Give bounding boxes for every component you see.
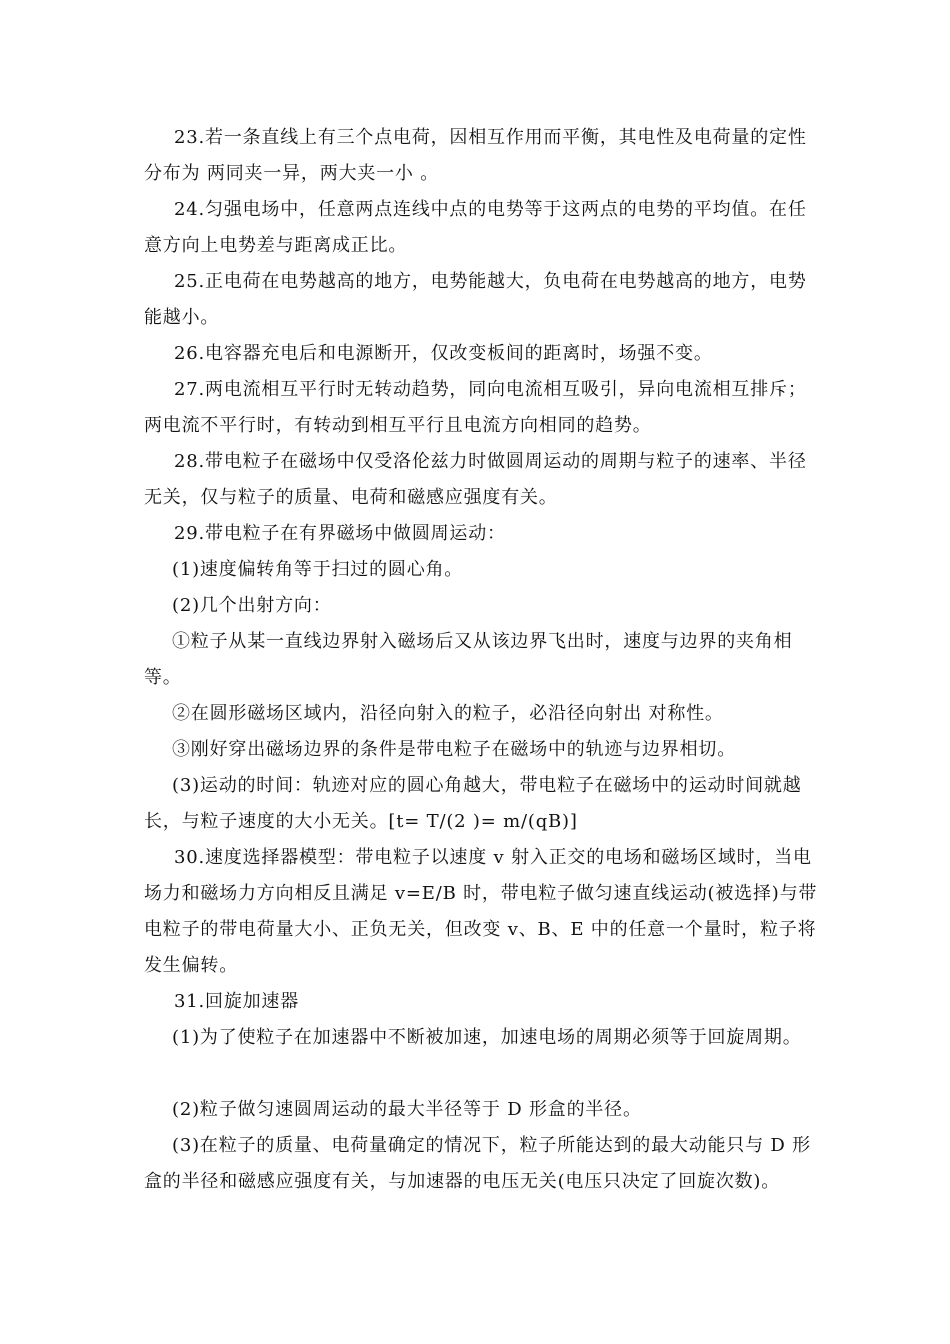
paragraph-24: 24.匀强电场中，任意两点连线中点的电势等于这两点的电势的平均值。在任意方向上电势差与距离成正比。 (144, 199, 807, 256)
paragraph-29-2a: ①粒子从某一直线边界射入磁场后又从该边界飞出时，速度与边界的夹角相等。 (144, 631, 793, 688)
paragraph-30: 30.速度选择器模型：带电粒子以速度 v 射入正交的电场和磁场区域时，当电场力和磁场力方向相反且满足 v=E/B 时，带电粒子做匀速直线运动(被选择)与带电粒子的带电荷量大小、正负无关，但改变 v、B、E 中的任意一个量时，粒子将发生偏转。 (144, 847, 818, 976)
paragraph-31-2: (2)粒子做匀速圆周运动的最大半径等于 D 形盒的半径。 (172, 1099, 642, 1120)
paragraph-25: 25.正电荷在电势越高的地方，电势能越大，负电荷在电势越高的地方，电势能越小。 (144, 271, 807, 328)
paragraph-29-2c: ③刚好穿出磁场边界的条件是带电粒子在磁场中的轨迹与边界相切。 (172, 739, 736, 760)
document-body (144, 120, 824, 1200)
paragraph-28: 28.带电粒子在磁场中仅受洛伦兹力时做圆周运动的周期与粒子的速率、半径无关，仅与粒子的质量、电荷和磁感应强度有关。 (144, 451, 807, 508)
paragraph-29-1: (1)速度偏转角等于扫过的圆心角。 (172, 559, 464, 580)
paragraph-29-3: (3)运动的时间：轨迹对应的圆心角越大，带电粒子在磁场中的运动时间就越长，与粒子速度的大小无关。[t= T/(2 )= m/(qB)] (144, 775, 802, 832)
paragraph-31-3: (3)在粒子的质量、电荷量确定的情况下，粒子所能达到的最大动能只与 D 形盒的半径和磁感应强度有关，与加速器的电压无关(电压只决定了回旋次数)。 (144, 1135, 811, 1192)
paragraph-26: 26.电容器充电后和电源断开，仅改变板间的距离时，场强不变。 (174, 343, 713, 364)
paragraph-31: 31.回旋加速器 (174, 991, 300, 1012)
paragraph-gap (144, 1056, 824, 1092)
paragraph-31-1: (1)为了使粒子在加速器中不断被加速，加速电场的周期必须等于回旋周期。 (172, 1027, 802, 1048)
paragraph-29: 29.带电粒子在有界磁场中做圆周运动： (174, 523, 506, 544)
paragraph-27: 27.两电流相互平行时无转动趋势，同向电流相互吸引，异向电流相互排斥；两电流不平行时，有转动到相互平行且电流方向相同的趋势。 (144, 379, 807, 436)
paragraph-29-2: (2)几个出射方向： (172, 595, 332, 616)
paragraph-29-2b: ②在圆形磁场区域内，沿径向射入的粒子，必沿径向射出 对称性。 (172, 703, 724, 724)
paragraph-23: 23.若一条直线上有三个点电荷，因相互作用而平衡，其电性及电荷量的定性分布为 两同夹一异，两大夹一小 。 (144, 127, 807, 184)
